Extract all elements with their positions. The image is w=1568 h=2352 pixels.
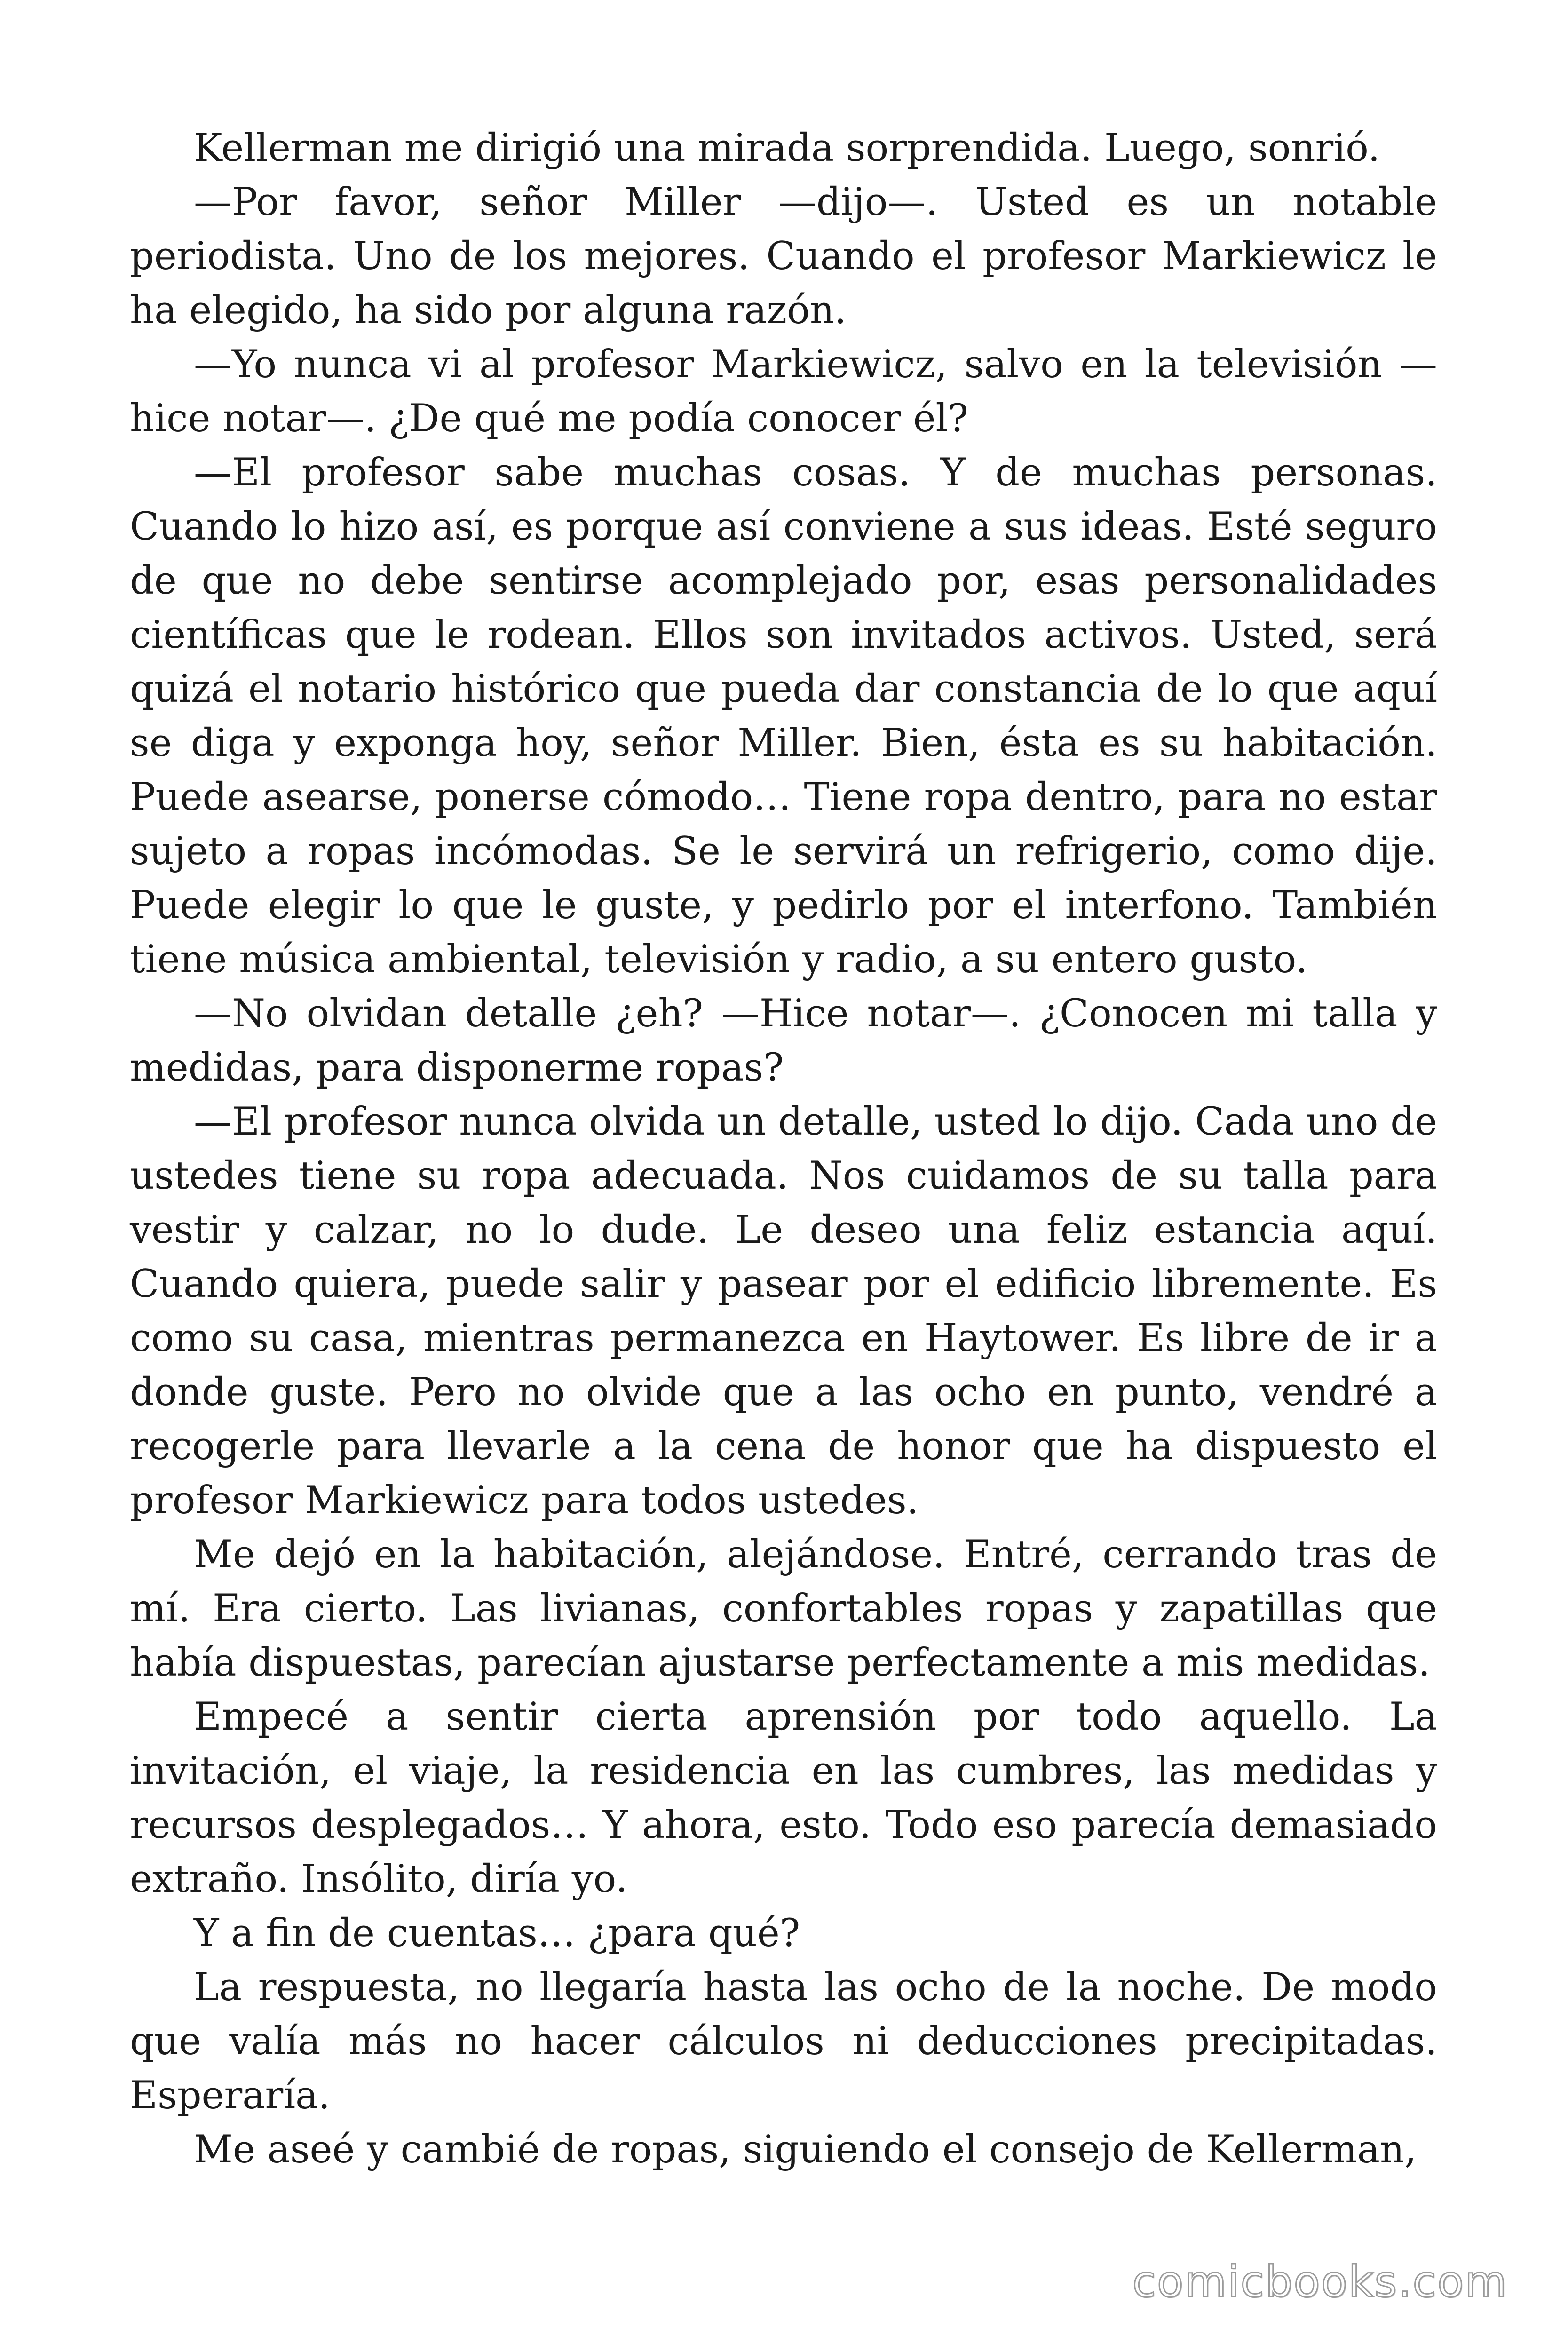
- watermark: comicbooks.com: [1132, 2257, 1508, 2307]
- paragraph: —Por favor, señor Miller —dijo—. Usted es un notable periodista. Uno de los mejores. Cuando el profesor Markiewicz le ha elegido, ha sido por alguna razón.: [130, 180, 1437, 333]
- paragraph: —No olvidan detalle ¿eh? —Hice notar—. ¿Conocen mi talla y medidas, para disponerme ropas?: [130, 992, 1437, 1090]
- paragraph: Me aseé y cambié de ropas, siguiendo el consejo de Kellerman,: [194, 2128, 1417, 2172]
- paragraph: Me dejó en la habitación, alejándose. Entré, cerrando tras de mí. Era cierto. Las livianas, confortables ropas y zapatillas que había dispuestas, parecían ajustarse perfectamente a mis medidas.: [130, 1533, 1437, 1685]
- paragraph: —Yo nunca vi al profesor Markiewicz, salvo en la televisión — hice notar—. ¿De qué me podía conocer él?: [130, 342, 1437, 441]
- paragraph: —El profesor nunca olvida un detalle, usted lo dijo. Cada uno de ustedes tiene su ropa adecuada. Nos cuidamos de su talla para vestir y calzar, no lo dude. Le deseo una feliz estancia aquí. Cuando quiera, puede salir y pasear por el edificio libremente. Es como su casa, mientras permanezca en Haytower. Es libre de ir a donde guste. Pero no olvide que a las ocho en punto, vendré a recogerle para llevarle a la cena de honor que ha dispuesto el profesor Markiewicz para todos ustedes.: [130, 1100, 1437, 1523]
- paragraph: Y a fin de cuentas… ¿para qué?: [194, 1911, 800, 1955]
- paragraph: La respuesta, no llegaría hasta las ocho de la noche. De modo que valía más no hacer cálculos ni deducciones precipitadas. Esperaría.: [130, 1965, 1437, 2118]
- paragraph: Empecé a sentir cierta aprensión por todo aquello. La invitación, el viaje, la residencia en las cumbres, las medidas y recursos desplegados… Y ahora, esto. Todo eso parecía demasiado extraño. Insólito, diría yo.: [130, 1695, 1437, 1901]
- paragraph: Kellerman me dirigió una mirada sorprendida. Luego, sonrió.: [194, 126, 1380, 170]
- body-text: [130, 121, 1437, 2177]
- paragraph: —El profesor sabe muchas cosas. Y de muchas personas. Cuando lo hizo así, es porque así conviene a sus ideas. Esté seguro de que no debe sentirse acomplejado por, esas personalidades científicas que le rodean. Ellos son invitados activos. Usted, será quizá el notario histórico que pueda dar constancia de lo que aquí se diga y exponga hoy, señor Miller. Bien, ésta es su habitación. Puede asearse, ponerse cómodo… Tiene ropa dentro, para no estar sujeto a ropas incómodas. Se le servirá un refrigerio, como dije. Puede elegir lo que le guste, y pedirlo por el interfono. También tiene música ambiental, televisión y radio, a su entero gusto.: [130, 451, 1437, 982]
